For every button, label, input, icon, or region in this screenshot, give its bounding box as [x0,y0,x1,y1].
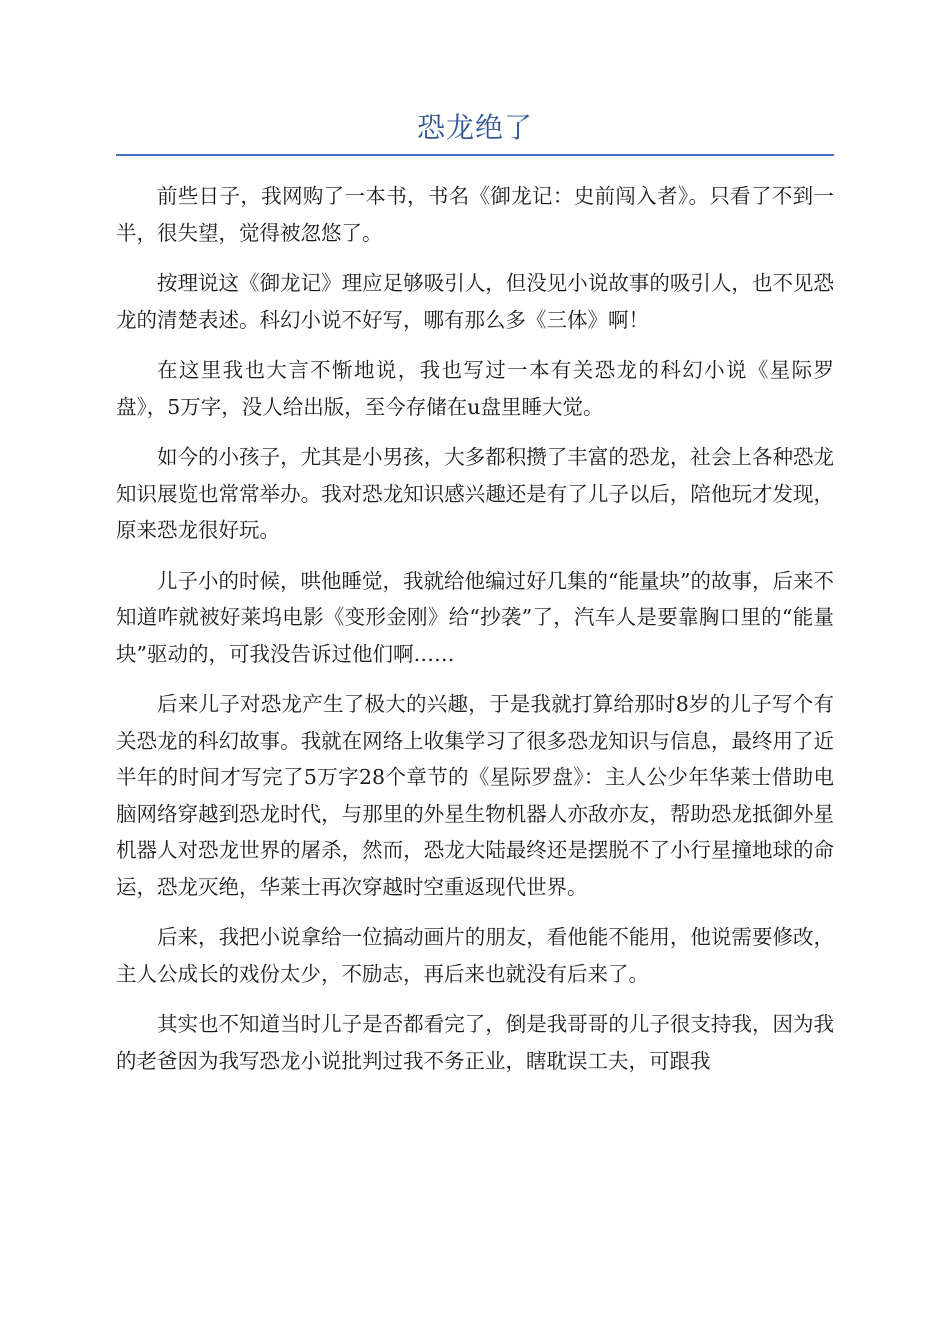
paragraph: 前些日子，我网购了一本书，书名《御龙记：史前闯入者》。只看了不到一半，很失望，觉得被忽悠了。 [116,184,834,245]
paragraph: 按理说这《御龙记》理应足够吸引人，但没见小说故事的吸引人，也不见恐龙的清楚表述。科幻小说不好写，哪有那么多《三体》啊！ [116,271,834,332]
paragraph: 后来儿子对恐龙产生了极大的兴趣，于是我就打算给那时8岁的儿子写个有关恐龙的科幻故事。我就在网络上收集学习了很多恐龙知识与信息，最终用了近半年的时间才写完了5万字28个章节的《星际罗盘》：主人公少年华莱士借助电脑网络穿越到恐龙时代，与那里的外星生物机器人亦敌亦友，帮助恐龙抵御外星机器人对恐龙世界的屠杀，然而，恐龙大陆最终还是摆脱不了小行星撞地球的命运，恐龙灭绝，华莱士再次穿越时空重返现代世界。 [116,692,834,899]
document-page [116,108,834,1093]
paragraph: 儿子小的时候，哄他睡觉，我就给他编过好几集的“能量块”的故事，后来不知道咋就被好莱坞电影《变形金刚》给“抄袭”了，汽车人是要靠胸口里的“能量块”驱动的，可我没告诉过他们啊…… [116,568,834,666]
paragraph: 后来，我把小说拿给一位搞动画片的朋友，看他能不能用，他说需要修改，主人公成长的戏份太少，不励志，再后来也就没有后来了。 [116,925,834,986]
title-underline [116,154,834,156]
paragraph: 如今的小孩子，尤其是小男孩，大多都积攒了丰富的恐龙，社会上各种恐龙知识展览也常常举办。我对恐龙知识感兴趣还是有了儿子以后，陪他玩才发现，原来恐龙很好玩。 [116,445,834,542]
page-title: 恐龙绝了 [416,111,533,144]
paragraph: 在这里我也大言不惭地说，我也写过一本有关恐龙的科幻小说《星际罗盘》，5万字，没人给出版，至今存储在u盘里睡大觉。 [116,358,834,419]
paragraph: 其实也不知道当时儿子是否都看完了，倒是我哥哥的儿子很支持我，因为我的老爸因为我写恐龙小说批判过我不务正业，瞎耽误工夫，可跟我 [116,1012,834,1073]
